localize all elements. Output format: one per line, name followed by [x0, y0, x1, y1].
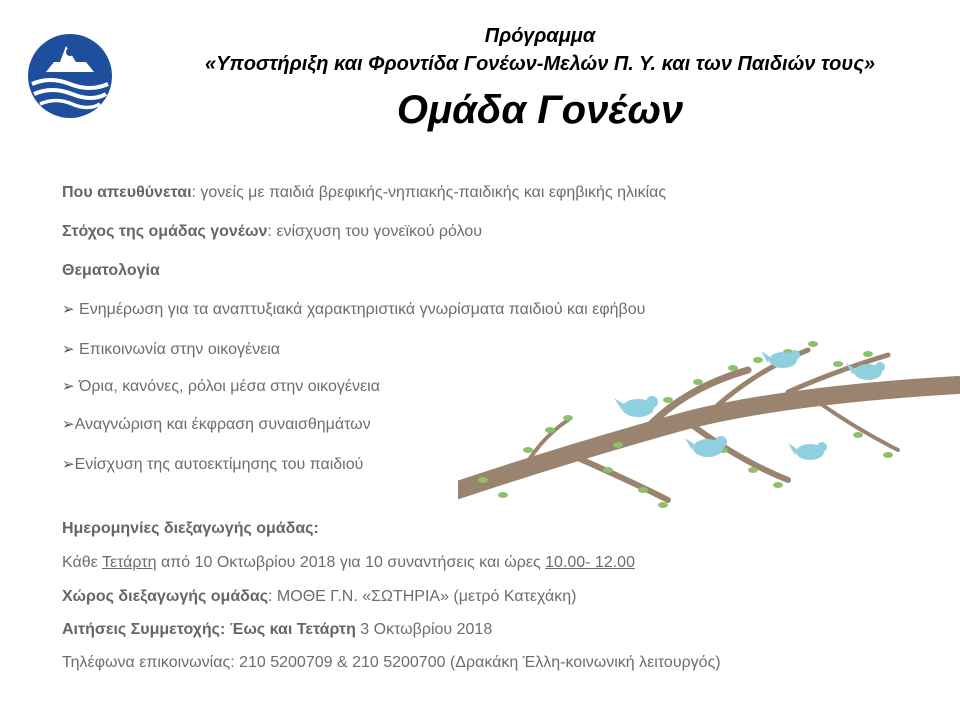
goal-separator: :: [267, 223, 277, 240]
audience-line: [62, 184, 666, 202]
dates-line: [62, 554, 635, 572]
venue-separator: :: [268, 588, 277, 605]
bird-4: [685, 436, 727, 457]
topics-heading: Θεματολογία: [62, 262, 160, 279]
topic-item: [62, 377, 380, 396]
bullet-arrow-icon: ➢: [62, 416, 75, 433]
program-label: Πρόγραμμα: [484, 25, 596, 47]
applications-line: [62, 621, 492, 639]
goal-value: ενίσχυση του γονεϊκού ρόλου: [276, 223, 483, 240]
page-title: Ομάδα Γονέων: [396, 88, 684, 132]
bird-5: [788, 442, 827, 460]
applications-value: 3 Οκτωβρίου 2018: [355, 621, 493, 638]
venue-value: ΜΟΘΕ Γ.Ν. «ΣΩΤΗΡΙΑ» (μετρό Κατεχάκη): [276, 588, 577, 605]
bullet-arrow-icon: ➢: [62, 378, 75, 395]
bullet-arrow-icon: ➢: [62, 301, 75, 318]
header: [130, 22, 950, 138]
venue-line: [62, 588, 576, 606]
dates-day: Τετάρτη: [101, 554, 157, 571]
venue-label: Χώρος διεξαγωγής ομάδας: [62, 588, 269, 605]
program-subtitle: «Υποστήριξη και Φροντίδα Γονέων-Μελών Π. Υ. και των Παιδιών τους»: [205, 53, 875, 75]
bullet-arrow-icon: ➢: [62, 456, 75, 473]
tree-branch-illustration: [458, 330, 960, 525]
topic-text: Όρια, κανόνες, ρόλοι μέσα στην οικογένεια: [74, 378, 380, 395]
dates-prefix: Κάθε: [62, 554, 102, 571]
applications-label: Αιτήσεις Συμμετοχής: Έως και Τετάρτη: [62, 621, 356, 638]
branch: [458, 350, 958, 500]
audience-value: γονείς με παιδιά βρεφικής-νηπιακής-παιδικής και εφηβικής ηλικίας: [200, 184, 667, 201]
topic-item: [62, 415, 371, 434]
goal-label: Στόχος της ομάδας γονέων: [62, 223, 268, 240]
topic-text: Ενίσχυση της αυτοεκτίμησης του παιδιού: [74, 456, 364, 473]
organization-logo: [10, 18, 130, 136]
topic-item: [62, 340, 280, 359]
bullet-arrow-icon: ➢: [62, 341, 75, 358]
topic-text: Αναγνώριση και έκφραση συναισθημάτων: [74, 416, 371, 433]
audience-label: Που απευθύνεται: [62, 184, 192, 201]
topic-text: Επικοινωνία στην οικογένεια: [74, 341, 281, 358]
goal-line: [62, 223, 482, 241]
dates-middle: από 10 Οκτωβρίου 2018 για 10 συναντήσεις και ώρες: [156, 554, 546, 571]
bird-2: [761, 350, 800, 368]
dates-hours: 10.00- 12.00: [545, 554, 635, 571]
dates-heading: Ημερομηνίες διεξαγωγής ομάδας:: [62, 520, 319, 537]
bird-1: [614, 396, 658, 417]
contact-line: Τηλέφωνα επικοινωνίας: 210 5200709 & 210 5200700 (Δρακάκη Έλλη-κοινωνική λειτουργός): [62, 654, 721, 671]
topic-text: Ενημέρωση για τα αναπτυξιακά χαρακτηριστικά γνωρίσματα παιδιού και εφήβου: [74, 301, 646, 318]
topic-item: [62, 300, 645, 319]
topic-item: [62, 455, 363, 474]
audience-separator: :: [191, 184, 201, 201]
